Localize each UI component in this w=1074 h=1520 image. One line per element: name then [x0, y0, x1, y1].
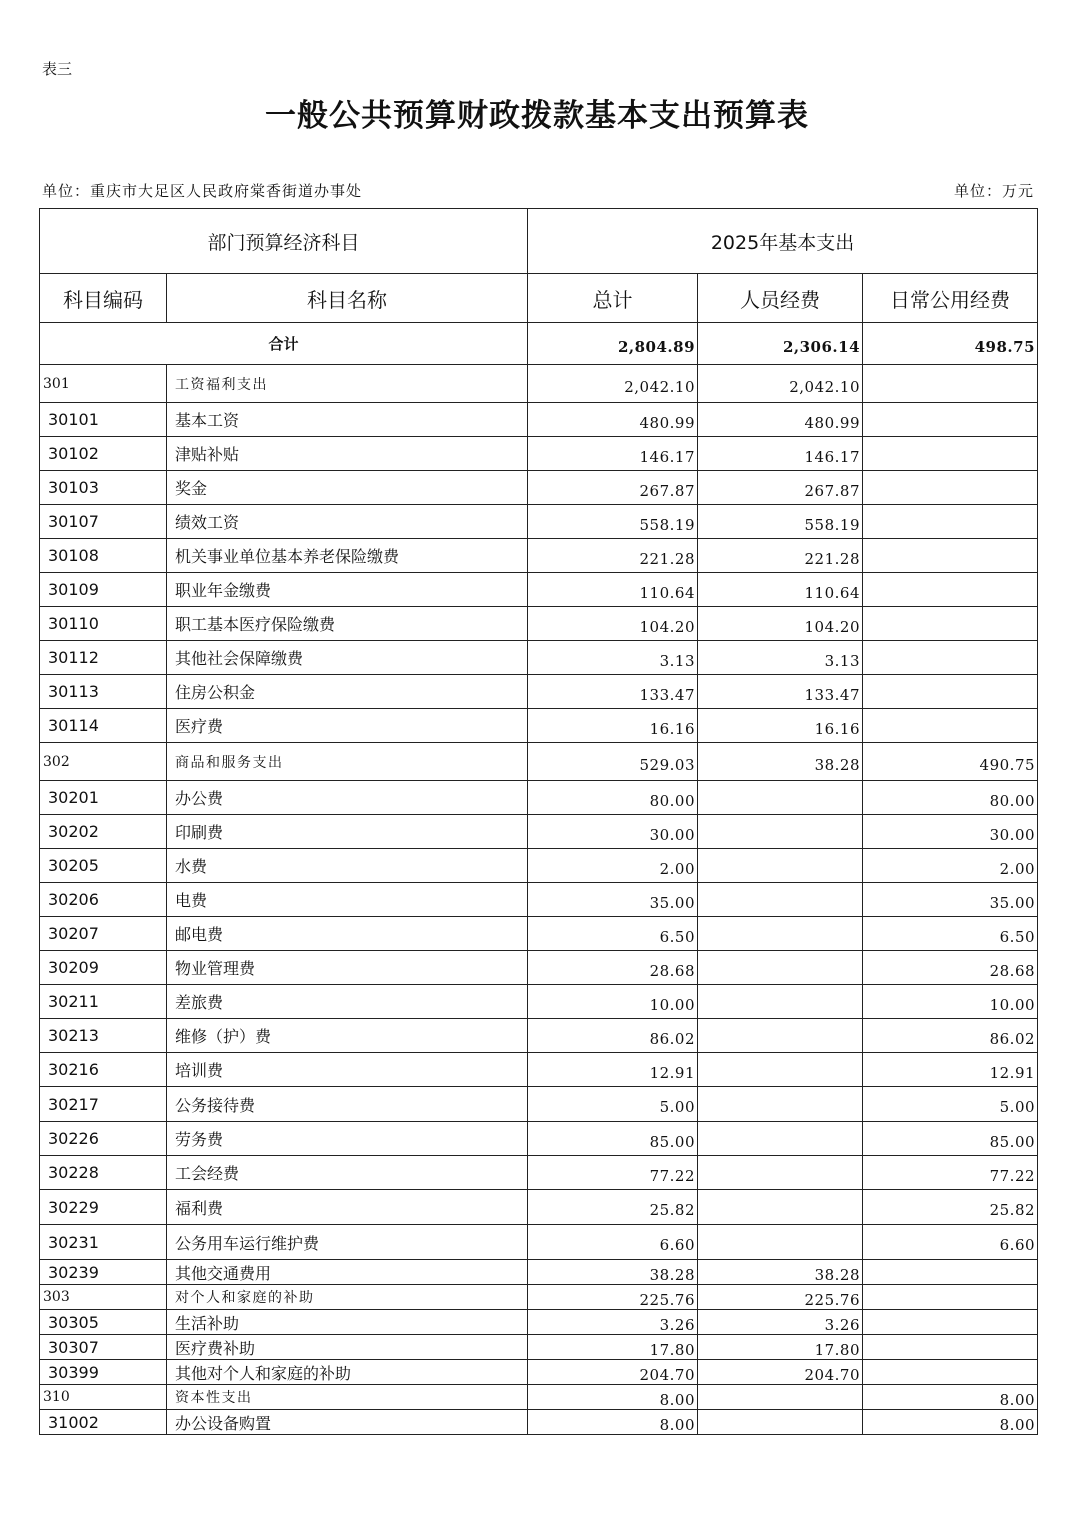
table-label: 表三: [42, 60, 73, 78]
row-name: 机关事业单位基本养老保险缴费: [167, 539, 528, 573]
row-code: 30201: [40, 781, 167, 815]
row-total: 35.00: [528, 883, 698, 917]
row-name: 基本工资: [167, 403, 528, 437]
row-public: [863, 1260, 1038, 1285]
row-code: 30239: [40, 1260, 167, 1285]
header-public: 日常公用经费: [863, 274, 1038, 323]
table-row: [40, 1087, 1038, 1122]
row-personnel: 104.20: [698, 607, 863, 641]
total-public: 498.75: [863, 323, 1038, 365]
row-personnel: [698, 815, 863, 849]
row-code: 30202: [40, 815, 167, 849]
row-public: 10.00: [863, 985, 1038, 1019]
row-public: [863, 437, 1038, 471]
row-personnel: 16.16: [698, 709, 863, 743]
row-name: 职工基本医疗保险缴费: [167, 607, 528, 641]
row-name: 奖金: [167, 471, 528, 505]
table-row: [40, 437, 1038, 471]
total-row: [40, 323, 1038, 365]
row-name: 医疗费: [167, 709, 528, 743]
table-row: [40, 1019, 1038, 1053]
row-total: 225.76: [528, 1285, 698, 1310]
row-personnel: 38.28: [698, 743, 863, 781]
row-total: 86.02: [528, 1019, 698, 1053]
row-total: 85.00: [528, 1122, 698, 1156]
table-row: [40, 1385, 1038, 1410]
table-row: [40, 1335, 1038, 1360]
table-row: [40, 505, 1038, 539]
row-personnel: 17.80: [698, 1335, 863, 1360]
row-public: [863, 573, 1038, 607]
row-name: 绩效工资: [167, 505, 528, 539]
row-name: 津贴补贴: [167, 437, 528, 471]
row-total: 3.13: [528, 641, 698, 675]
row-code: 30217: [40, 1087, 167, 1122]
row-name: 维修（护）费: [167, 1019, 528, 1053]
row-total: 104.20: [528, 607, 698, 641]
row-public: 8.00: [863, 1410, 1038, 1435]
row-total: 6.50: [528, 917, 698, 951]
row-code: 303: [40, 1285, 167, 1310]
row-code: 30206: [40, 883, 167, 917]
table-row: [40, 471, 1038, 505]
row-personnel: 110.64: [698, 573, 863, 607]
row-personnel: [698, 883, 863, 917]
row-total: 2.00: [528, 849, 698, 883]
row-total: 204.70: [528, 1360, 698, 1385]
row-code: 30216: [40, 1053, 167, 1087]
row-personnel: 558.19: [698, 505, 863, 539]
table-row: [40, 1225, 1038, 1260]
row-public: 86.02: [863, 1019, 1038, 1053]
total-personnel: 2,306.14: [698, 323, 863, 365]
row-code: 30399: [40, 1360, 167, 1385]
row-personnel: 267.87: [698, 471, 863, 505]
row-code: 30107: [40, 505, 167, 539]
header-total: 总计: [528, 274, 698, 323]
row-personnel: [698, 1087, 863, 1122]
row-public: [863, 539, 1038, 573]
table-row: [40, 985, 1038, 1019]
row-total: 25.82: [528, 1190, 698, 1225]
table-row: [40, 743, 1038, 781]
row-personnel: 221.28: [698, 539, 863, 573]
table-row: [40, 641, 1038, 675]
table-row: [40, 849, 1038, 883]
row-public: [863, 709, 1038, 743]
row-public: [863, 641, 1038, 675]
table-row: [40, 781, 1038, 815]
table-row: [40, 1122, 1038, 1156]
row-personnel: [698, 849, 863, 883]
row-personnel: 133.47: [698, 675, 863, 709]
row-personnel: 3.13: [698, 641, 863, 675]
row-total: 6.60: [528, 1225, 698, 1260]
table-row: [40, 1360, 1038, 1385]
page-title: 一般公共预算财政拨款基本支出预算表: [265, 98, 809, 134]
row-public: [863, 403, 1038, 437]
row-total: 28.68: [528, 951, 698, 985]
row-name: 工资福利支出: [167, 365, 528, 403]
row-personnel: [698, 1385, 863, 1410]
row-public: [863, 675, 1038, 709]
row-total: 133.47: [528, 675, 698, 709]
header-basic-expenditure: 2025年基本支出: [528, 209, 1038, 274]
row-personnel: 146.17: [698, 437, 863, 471]
row-public: 5.00: [863, 1087, 1038, 1122]
header-name: 科目名称: [167, 274, 528, 323]
row-personnel: 38.28: [698, 1260, 863, 1285]
row-name: 商品和服务支出: [167, 743, 528, 781]
row-personnel: 2,042.10: [698, 365, 863, 403]
row-public: 8.00: [863, 1385, 1038, 1410]
row-public: [863, 1310, 1038, 1335]
row-name: 电费: [167, 883, 528, 917]
row-name: 劳务费: [167, 1122, 528, 1156]
row-total: 3.26: [528, 1310, 698, 1335]
row-name: 印刷费: [167, 815, 528, 849]
row-total: 267.87: [528, 471, 698, 505]
row-code: 30213: [40, 1019, 167, 1053]
row-name: 培训费: [167, 1053, 528, 1087]
row-public: [863, 1285, 1038, 1310]
row-total: 221.28: [528, 539, 698, 573]
row-code: 301: [40, 365, 167, 403]
row-code: 302: [40, 743, 167, 781]
row-name: 其他对个人和家庭的补助: [167, 1360, 528, 1385]
row-public: 35.00: [863, 883, 1038, 917]
row-public: 30.00: [863, 815, 1038, 849]
row-total: 480.99: [528, 403, 698, 437]
row-name: 水费: [167, 849, 528, 883]
budget-table: [39, 208, 1038, 1435]
row-personnel: [698, 1410, 863, 1435]
row-total: 558.19: [528, 505, 698, 539]
row-total: 77.22: [528, 1156, 698, 1190]
table-row: [40, 573, 1038, 607]
row-code: 30209: [40, 951, 167, 985]
row-total: 80.00: [528, 781, 698, 815]
row-name: 福利费: [167, 1190, 528, 1225]
row-total: 12.91: [528, 1053, 698, 1087]
row-public: [863, 607, 1038, 641]
row-total: 16.16: [528, 709, 698, 743]
table-row: [40, 951, 1038, 985]
row-code: 30109: [40, 573, 167, 607]
table-row: [40, 1410, 1038, 1435]
row-personnel: [698, 1190, 863, 1225]
row-personnel: 204.70: [698, 1360, 863, 1385]
unit-department: 单位：重庆市大足区人民政府棠香街道办事处: [42, 182, 363, 200]
row-name: 办公设备购置: [167, 1410, 528, 1435]
row-personnel: [698, 1019, 863, 1053]
table-row: [40, 1190, 1038, 1225]
table-row: [40, 709, 1038, 743]
row-total: 8.00: [528, 1385, 698, 1410]
row-public: [863, 505, 1038, 539]
header-code: 科目编码: [40, 274, 167, 323]
row-name: 邮电费: [167, 917, 528, 951]
row-personnel: [698, 781, 863, 815]
row-personnel: [698, 951, 863, 985]
table-row: [40, 917, 1038, 951]
table-row: [40, 365, 1038, 403]
table-row: [40, 1053, 1038, 1087]
row-code: 30207: [40, 917, 167, 951]
row-public: [863, 365, 1038, 403]
row-code: 31002: [40, 1410, 167, 1435]
row-code: 30113: [40, 675, 167, 709]
row-public: [863, 1360, 1038, 1385]
row-name: 资本性支出: [167, 1385, 528, 1410]
row-code: 30110: [40, 607, 167, 641]
row-name: 住房公积金: [167, 675, 528, 709]
row-public: 6.60: [863, 1225, 1038, 1260]
row-public: [863, 1335, 1038, 1360]
row-personnel: 3.26: [698, 1310, 863, 1335]
row-total: 38.28: [528, 1260, 698, 1285]
row-code: 30307: [40, 1335, 167, 1360]
row-total: 110.64: [528, 573, 698, 607]
row-total: 8.00: [528, 1410, 698, 1435]
table-row: [40, 539, 1038, 573]
row-code: 30229: [40, 1190, 167, 1225]
total-label: 合计: [40, 323, 528, 365]
row-code: 30205: [40, 849, 167, 883]
row-total: 17.80: [528, 1335, 698, 1360]
row-public: [863, 471, 1038, 505]
total-amount: 2,804.89: [528, 323, 698, 365]
row-total: 30.00: [528, 815, 698, 849]
row-name: 职业年金缴费: [167, 573, 528, 607]
row-name: 医疗费补助: [167, 1335, 528, 1360]
row-code: 310: [40, 1385, 167, 1410]
row-name: 差旅费: [167, 985, 528, 1019]
unit-currency: 单位：万元: [953, 182, 1034, 200]
row-personnel: 480.99: [698, 403, 863, 437]
row-code: 30114: [40, 709, 167, 743]
header-row-group: [40, 209, 1038, 274]
row-public: 25.82: [863, 1190, 1038, 1225]
row-name: 其他社会保障缴费: [167, 641, 528, 675]
row-public: 6.50: [863, 917, 1038, 951]
table-row: [40, 1310, 1038, 1335]
table-row: [40, 1156, 1038, 1190]
row-name: 其他交通费用: [167, 1260, 528, 1285]
row-public: 85.00: [863, 1122, 1038, 1156]
row-code: 30102: [40, 437, 167, 471]
row-code: 30228: [40, 1156, 167, 1190]
row-name: 公务用车运行维护费: [167, 1225, 528, 1260]
row-code: 30108: [40, 539, 167, 573]
table-row: [40, 403, 1038, 437]
row-personnel: [698, 1122, 863, 1156]
row-total: 10.00: [528, 985, 698, 1019]
row-public: 80.00: [863, 781, 1038, 815]
row-personnel: [698, 985, 863, 1019]
row-total: 146.17: [528, 437, 698, 471]
table-row: [40, 607, 1038, 641]
row-code: 30112: [40, 641, 167, 675]
table-row: [40, 883, 1038, 917]
table-row: [40, 815, 1038, 849]
row-code: 30103: [40, 471, 167, 505]
table-row: [40, 675, 1038, 709]
table-row: [40, 1285, 1038, 1310]
row-public: 490.75: [863, 743, 1038, 781]
row-personnel: [698, 1156, 863, 1190]
header-row-columns: [40, 274, 1038, 323]
row-name: 物业管理费: [167, 951, 528, 985]
row-personnel: [698, 1225, 863, 1260]
row-code: 30211: [40, 985, 167, 1019]
row-total: 2,042.10: [528, 365, 698, 403]
row-personnel: [698, 1053, 863, 1087]
row-name: 对个人和家庭的补助: [167, 1285, 528, 1310]
row-total: 529.03: [528, 743, 698, 781]
row-public: 28.68: [863, 951, 1038, 985]
row-name: 办公费: [167, 781, 528, 815]
header-economic-subject: 部门预算经济科目: [40, 209, 528, 274]
row-code: 30226: [40, 1122, 167, 1156]
header-personnel: 人员经费: [698, 274, 863, 323]
row-name: 生活补助: [167, 1310, 528, 1335]
table-row: [40, 1260, 1038, 1285]
row-personnel: 225.76: [698, 1285, 863, 1310]
row-code: 30231: [40, 1225, 167, 1260]
row-code: 30305: [40, 1310, 167, 1335]
row-public: 2.00: [863, 849, 1038, 883]
row-public: 12.91: [863, 1053, 1038, 1087]
row-total: 5.00: [528, 1087, 698, 1122]
row-public: 77.22: [863, 1156, 1038, 1190]
row-personnel: [698, 917, 863, 951]
row-name: 公务接待费: [167, 1087, 528, 1122]
row-name: 工会经费: [167, 1156, 528, 1190]
row-code: 30101: [40, 403, 167, 437]
